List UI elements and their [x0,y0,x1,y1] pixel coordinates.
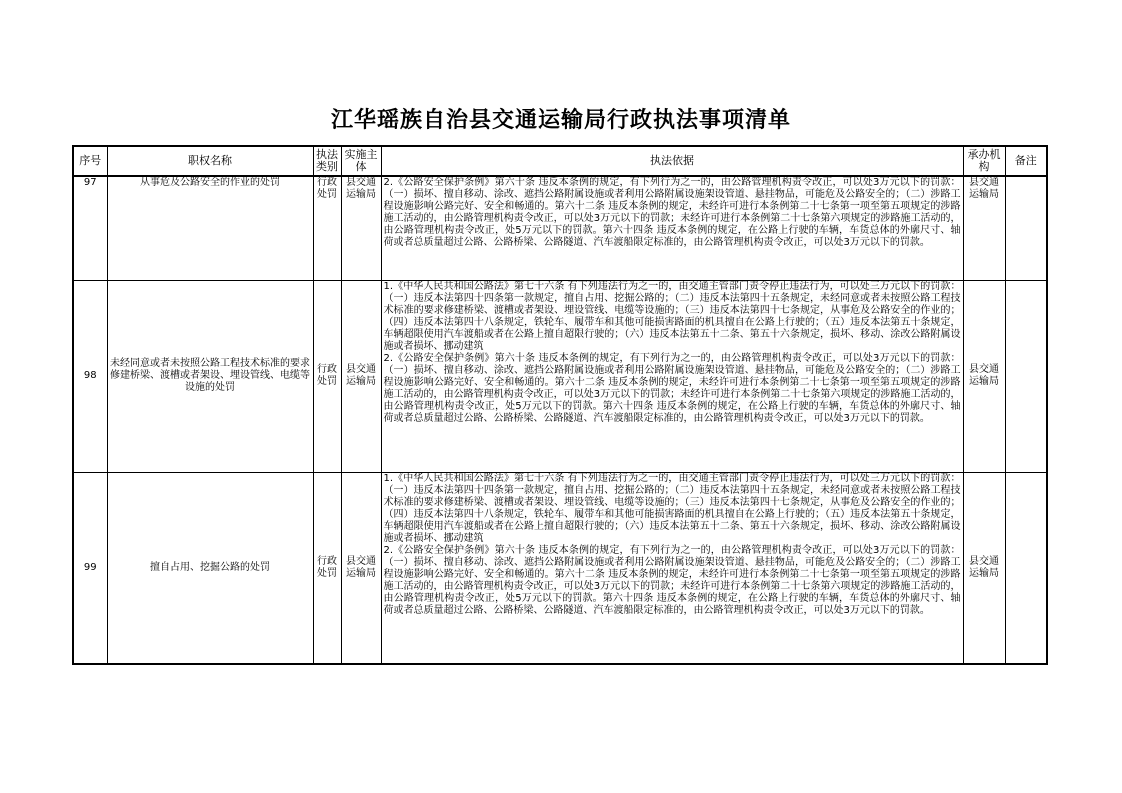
row-remark [1005,176,1047,280]
row-name: 未经同意或者未按照公路工程技术标准的要求修建桥梁、渡槽或者架设、埋设管线、电缆等设施的处罚 [107,280,313,472]
header-remark: 备注 [1005,146,1047,176]
header-row [73,146,1047,176]
row-agency: 县交通运输局 [963,280,1005,472]
table-row [73,280,1047,472]
row-name: 擅自占用、挖掘公路的处罚 [107,472,313,664]
row-subject: 县交通运输局 [341,472,381,664]
basis-paragraph: 2.《公路安全保护条例》第六十条 违反本条例的规定，有下列行为之一的，由公路管理机构责令改正，可以处3万元以下的罚款：（一）损坏、擅自移动、涂改、遮挡公路附属设施或者利用公路附属设施架设管道、悬挂物品，可能危及公路安全的；（二）涉路工程设施影响公路完好、安全和畅通的。第六十二条 违反本条例的规定，未经许可进行本条例第二十七条第一项至第五项规定的涉路施工活动的，由公路管理机构责令改正，可以处3万元以下的罚款；未经许可进行本条例第二十七条第六项规定的涉路施工活动的，由公路管理机构责令改正，处5万元以下的罚款。第六十四条 违反本条例的规定，在公路上行驶的车辆，车货总体的外廓尺寸、轴荷或者总质量超过公路、公路桥梁、公路隧道、汽车渡船限定标准的，由公路管理机构责令改正，可以处3万元以下的罚款。 [383,352,961,424]
table-row [73,176,1047,280]
page-title: 江华瑶族自治县交通运输局行政执法事项清单 [330,107,791,133]
row-seq: 97 [73,176,107,280]
row-agency: 县交通运输局 [963,472,1005,664]
row-basis [381,472,963,664]
enforcement-table [72,145,1048,665]
row-subject: 县交通运输局 [341,176,381,280]
header-seq: 序号 [73,146,107,176]
row-type: 行政处罚 [313,176,341,280]
row-name: 从事危及公路安全的作业的处罚 [107,176,313,280]
table-row [73,472,1047,664]
header-basis: 执法依据 [381,146,963,176]
row-type: 行政处罚 [313,280,341,472]
row-type: 行政处罚 [313,472,341,664]
basis-paragraph: 1.《中华人民共和国公路法》第七十六条 有下列违法行为之一的，由交通主管部门责令停止违法行为，可以处三万元以下的罚款：（一）违反本法第四十四条第一款规定，擅自占用、挖掘公路的；（二）违反本法第四十五条规定，未经同意或者未按照公路工程技术标准的要求修建桥梁、渡槽或者架设、埋设管线、电缆等设施的；（三）违反本法第四十七条规定，从事危及公路安全的作业的；（四）违反本法第四十八条规定，铁轮车、履带车和其他可能损害路面的机具擅自在公路上行驶的；（五）违反本法第五十条规定，车辆超限使用汽车渡船或者在公路上擅自超限行驶的；（六）违反本法第五十二条、第五十六条规定，损坏、移动、涂改公路附属设施或者损坏、挪动建筑 [383,472,961,544]
header-subject: 实施主体 [341,146,381,176]
header-name: 职权名称 [107,146,313,176]
row-remark [1005,472,1047,664]
row-seq: 98 [73,280,107,472]
row-seq: 99 [73,472,107,664]
row-basis [381,280,963,472]
row-subject: 县交通运输局 [341,280,381,472]
row-basis [381,176,963,280]
row-agency: 县交通运输局 [963,176,1005,280]
basis-paragraph: 2.《公路安全保护条例》第六十条 违反本条例的规定，有下列行为之一的，由公路管理机构责令改正，可以处3万元以下的罚款：（一）损坏、擅自移动、涂改、遮挡公路附属设施或者利用公路附属设施架设管道、悬挂物品，可能危及公路安全的；（二）涉路工程设施影响公路完好、安全和畅通的。第六十二条 违反本条例的规定，未经许可进行本条例第二十七条第一项至第五项规定的涉路施工活动的，由公路管理机构责令改正，可以处3万元以下的罚款；未经许可进行本条例第二十七条第六项规定的涉路施工活动的，由公路管理机构责令改正，处5万元以下的罚款。第六十四条 违反本条例的规定，在公路上行驶的车辆，车货总体的外廓尺寸、轴荷或者总质量超过公路、公路桥梁、公路隧道、汽车渡船限定标准的，由公路管理机构责令改正，可以处3万元以下的罚款。 [383,177,961,248]
row-remark [1005,280,1047,472]
header-agency: 承办机构 [963,146,1005,176]
header-type: 执法类别 [313,146,341,176]
basis-paragraph: 1.《中华人民共和国公路法》第七十六条 有下列违法行为之一的，由交通主管部门责令停止违法行为，可以处三万元以下的罚款：（一）违反本法第四十四条第一款规定，擅自占用、挖掘公路的；（二）违反本法第四十五条规定，未经同意或者未按照公路工程技术标准的要求修建桥梁、渡槽或者架设、埋设管线、电缆等设施的；（三）违反本法第四十七条规定，从事危及公路安全的作业的；（四）违反本法第四十八条规定，铁轮车、履带车和其他可能损害路面的机具擅自在公路上行驶的；（五）违反本法第五十条规定，车辆超限使用汽车渡船或者在公路上擅自超限行驶的；（六）违反本法第五十二条、第五十六条规定，损坏、移动、涂改公路附属设施或者损坏、挪动建筑 [383,280,961,352]
basis-paragraph: 2.《公路安全保护条例》第六十条 违反本条例的规定，有下列行为之一的，由公路管理机构责令改正，可以处3万元以下的罚款：（一）损坏、擅自移动、涂改、遮挡公路附属设施或者利用公路附属设施架设管道、悬挂物品，可能危及公路安全的；（二）涉路工程设施影响公路完好、安全和畅通的。第六十二条 违反本条例的规定，未经许可进行本条例第二十七条第一项至第五项规定的涉路施工活动的，由公路管理机构责令改正，可以处3万元以下的罚款；未经许可进行本条例第二十七条第六项规定的涉路施工活动的，由公路管理机构责令改正，处5万元以下的罚款。第六十四条 违反本条例的规定，在公路上行驶的车辆，车货总体的外廓尺寸、轴荷或者总质量超过公路、公路桥梁、公路隧道、汽车渡船限定标准的，由公路管理机构责令改正，可以处3万元以下的罚款。 [383,544,961,616]
